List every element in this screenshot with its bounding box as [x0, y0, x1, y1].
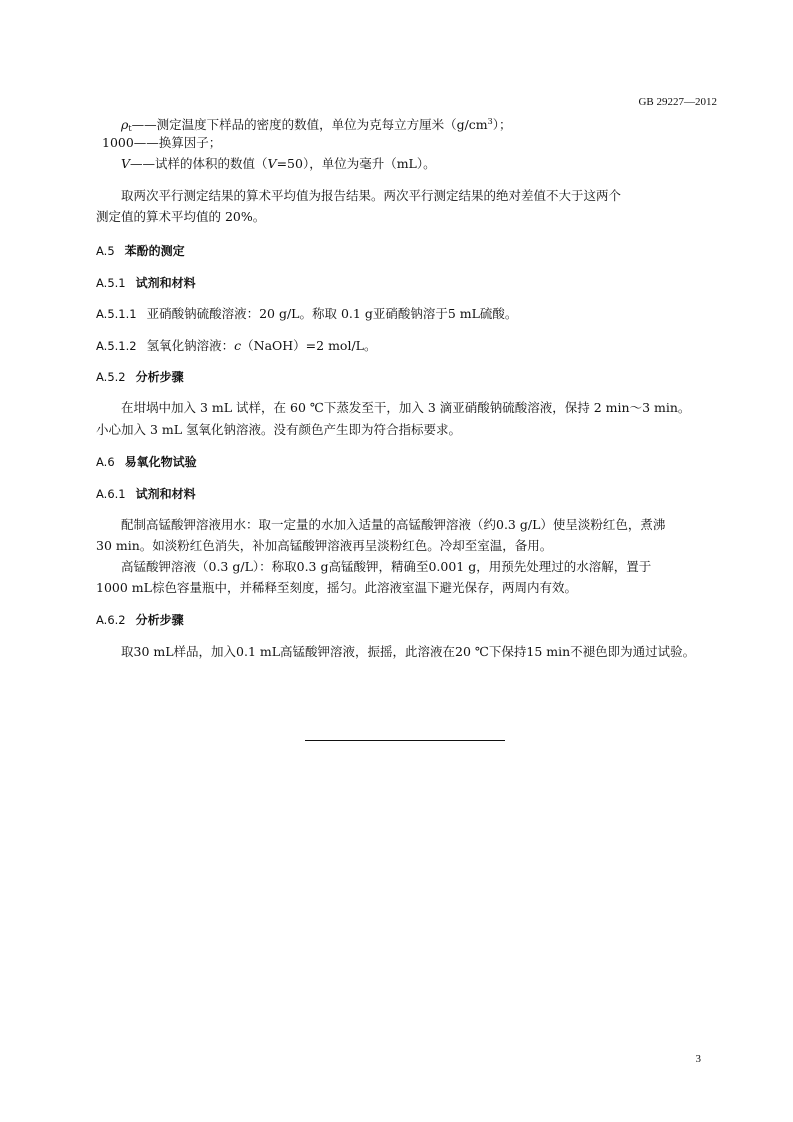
end-rule	[305, 740, 505, 741]
paragraph-line: 1000 mL棕色容量瓶中，并稀释至刻度，摇匀。此溶液室温下避光保存，两周内有效。	[96, 580, 577, 595]
definition-rho: $\rho_t——$测定温度下样品的密度的数值，单位为克每立方厘米$(g/cm^3)$；	[121, 117, 512, 133]
clause-a5-1-2: A.5.1.2 氢氧化钠溶液：c（NaOH）=2 mol/L。	[96, 338, 377, 353]
document-number: GB 29227—2012	[638, 96, 717, 108]
subsection-heading-a6-1: A.6.1 试剂和材料	[96, 487, 196, 501]
clause-a5-1-1: A.5.1.1 亚硝酸钠硫酸溶液：20 g/L。称取 0.1 g亚硝酸钠溶于5 mL硫酸。	[96, 306, 518, 321]
definition-volume: V——试样的体积的数值（V=50），单位为毫升（mL）。	[121, 156, 436, 171]
subsection-heading-a6-2: A.6.2 分析步骤	[96, 613, 184, 627]
definition-factor: 1000——换算因子；	[102, 135, 222, 150]
subsection-heading-a5-2: A.5.2 分析步骤	[96, 370, 184, 384]
paragraph-line: 测定值的算术平均值的 20%。	[96, 209, 266, 224]
paragraph-line: 小心加入 3 mL 氢氧化钠溶液。没有颜色产生即为符合指标要求。	[96, 422, 462, 437]
section-heading-a6: A.6 易氧化物试验	[96, 455, 197, 469]
paragraph-line: 取两次平行测定结果的算术平均值为报告结果。两次平行测定结果的绝对差值不大于这两个	[121, 188, 622, 203]
paragraph-line: 30 min。如淡粉红色消失，补加高锰酸钾溶液再呈淡粉红色。冷却至室温，备用。	[96, 538, 553, 553]
paragraph-line: 在坩埚中加入 3 mL 试样，在 60 ℃下蒸发至干，加入 3 滴亚硝酸钠硫酸溶液，保持 2 min～3 min。	[121, 400, 691, 415]
subsection-heading-a5-1: A.5.1 试剂和材料	[96, 276, 196, 290]
paragraph-line: 取30 mL样品，加入0.1 mL高锰酸钾溶液，振摇，此溶液在20 ℃下保持15 min不褪色即为通过试验。	[121, 644, 696, 659]
paragraph-line: 配制高锰酸钾溶液用水：取一定量的水加入适量的高锰酸钾溶液（约0.3 g/L）使呈淡粉红色，煮沸	[121, 517, 666, 532]
section-heading-a5: A.5 苯酚的测定	[96, 244, 185, 258]
page-number: 3	[695, 1053, 701, 1065]
paragraph-line: 高锰酸钾溶液（0.3 g/L）：称取0.3 g高锰酸钾，精确至0.001 g，用预先处理过的水溶解，置于	[121, 559, 652, 574]
